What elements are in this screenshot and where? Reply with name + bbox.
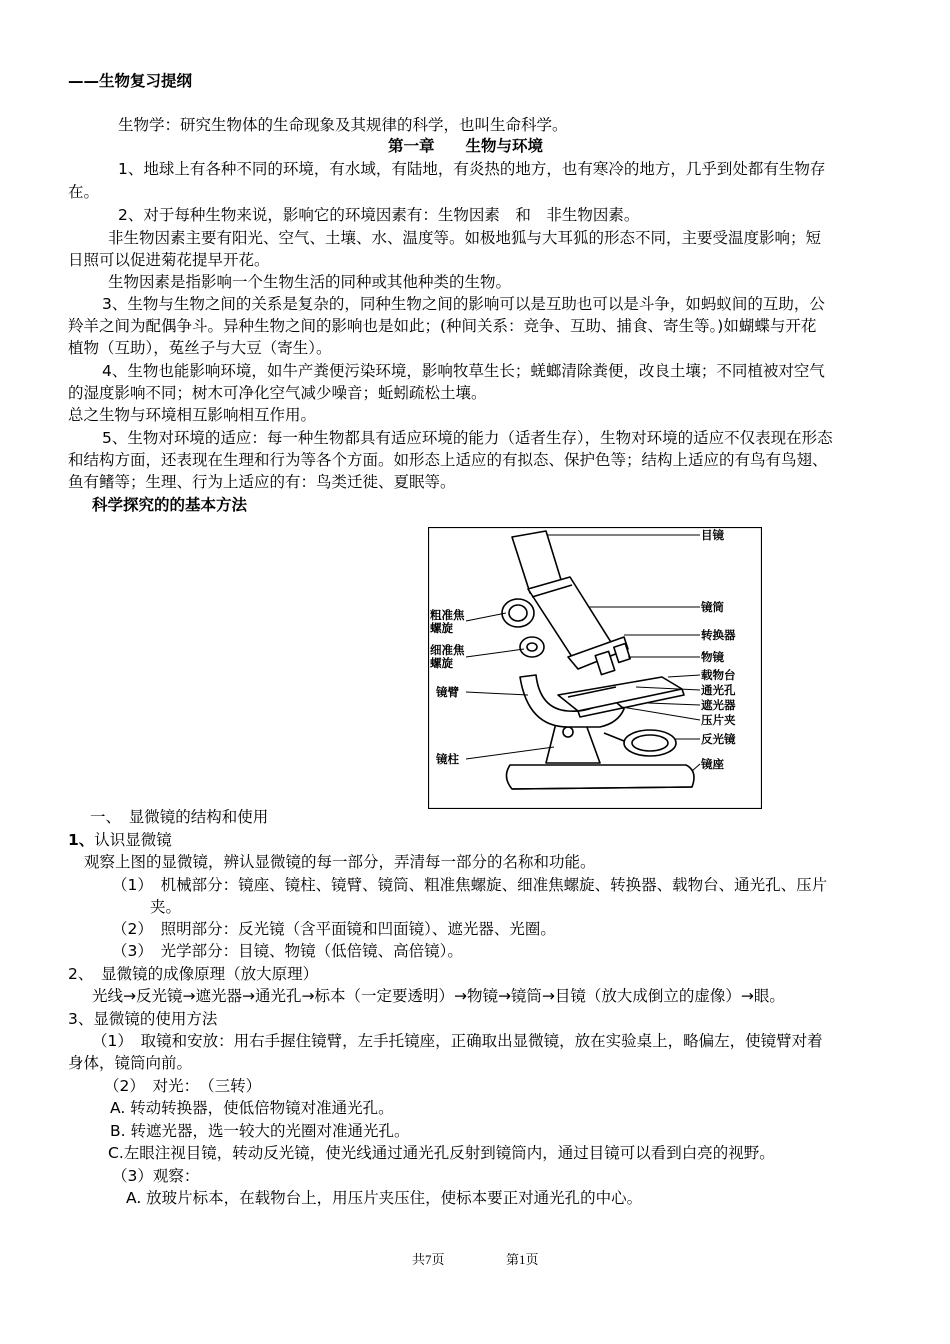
- para-4: 生物因素是指影响一个生物生活的同种或其他种类的生物。: [108, 273, 512, 291]
- microscope-figure: [428, 527, 762, 809]
- usage-2-b: B. 转遮光器，选一较大的光圈对准通光孔。: [110, 1122, 410, 1140]
- mechanical-part-line-2: 夹。: [150, 898, 182, 916]
- usage-3: （3）观察：: [112, 1167, 200, 1185]
- microscope-intro: 观察上图的显微镜，辨认显微镜的每一部分，弄清每一部分的名称和功能。: [84, 853, 596, 871]
- label-nosepiece: 转换器: [701, 628, 736, 642]
- heading-usage: 3、显微镜的使用方法: [68, 1010, 218, 1028]
- usage-2-c: C.左眼注视目镜，转动反光镜，使光线通过通光孔反射到镜筒内，通过目镜可以看到白亮的视野。: [108, 1144, 775, 1162]
- heading-microscope: 一、 显微镜的结构和使用: [90, 808, 269, 826]
- document-header: ——生物复习提纲: [68, 72, 193, 90]
- label-coarse-focus-2: 螺旋: [430, 621, 453, 635]
- intro-line: 生物学：研究生物体的生命现象及其规律的科学，也叫生命科学。: [118, 116, 568, 134]
- section-heading-method: 科学探究的的基本方法: [92, 496, 248, 514]
- label-base: 镜座: [701, 757, 724, 771]
- label-objective: 物镜: [701, 650, 724, 664]
- optical-part: （3） 光学部分：目镜、物镜（低倍镜、高倍镜）。: [112, 942, 463, 960]
- label-light-hole: 通光孔: [701, 683, 736, 697]
- usage-3-a: A. 放玻片标本，在载物台上，用压片夹压住，使标本要正对通光孔的中心。: [126, 1189, 643, 1207]
- para-8-line-2: 和结构方面，还表现在生理和行为等各个方面。如形态上适应的有拟态、保护色等；结构上适应的有鸟有鸟翅、: [68, 451, 828, 469]
- label-eyepiece: 目镜: [701, 528, 724, 542]
- usage-1-line-2: 身体，镜筒向前。: [68, 1054, 193, 1072]
- usage-1-line-1: （1） 取镜和安放：用右手握住镜臂，左手托镜座，正确取出显微镜，放在实验桌上，略偏左，使镜臂对着: [92, 1032, 823, 1050]
- para-5-line-1: 3、生物与生物之间的关系是复杂的，同种生物之间的影响可以是互助也可以是斗争，如蚂蚁间的互助，公: [102, 295, 825, 313]
- para-3-line-1: 非生物因素主要有阳光、空气、土壤、水、温度等。如极地狐与大耳狐的形态不同，主要受温度影响；短: [108, 229, 822, 247]
- label-fine-focus-1: 细准焦: [430, 643, 465, 657]
- illumination-part: （2） 照明部分：反光镜（含平面镜和凹面镜）、遮光器、光圈。: [112, 920, 556, 938]
- para-8-line-1: 5、生物对环境的适应：每一种生物都具有适应环境的能力（适者生存），生物对环境的适应不仅表现在形态: [102, 429, 833, 447]
- label-coarse-focus-1: 粗准焦: [430, 608, 465, 622]
- para-8-line-3: 鱼有鳍等；生理、行为上适应的有：鸟类迁徙、夏眠等。: [68, 473, 456, 491]
- label-stage-clip: 压片夹: [701, 713, 736, 727]
- para-2: 2、对于每种生物来说，影响它的环境因素有：生物因素 和 非生物因素。: [118, 206, 640, 224]
- para-6-line-1: 4、生物也能影响环境，如牛产粪便污染环境，影响牧草生长；蜣螂清除粪便，改良土壤；不同植被对空气: [102, 362, 825, 380]
- para-1-line-1: 1、地球上有各种不同的环境，有水域，有陆地，有炎热的地方，也有寒冷的地方，几乎到处都有生物存: [118, 160, 826, 178]
- page-total: 共7页: [412, 1252, 445, 1267]
- heading-imaging-principle: 2、 显微镜的成像原理（放大原理）: [68, 965, 319, 983]
- label-fine-focus-2: 螺旋: [430, 656, 453, 670]
- label-arm: 镜臂: [436, 685, 459, 699]
- usage-2: （2） 对光： （三转）: [104, 1077, 262, 1095]
- usage-2-a: A. 转动转换器，使低倍物镜对准通光孔。: [110, 1099, 394, 1117]
- heading-text: 认识显微镜: [94, 831, 172, 849]
- para-5-line-2: 羚羊之间为配偶争斗。异种生物之间的影响也是如此；(种间关系：竞争、互助、捕食、寄生等。)如蝴蝶与开花: [68, 317, 817, 335]
- label-pillar: 镜柱: [436, 752, 459, 766]
- para-3-line-2: 日照可以促进菊花提早开花。: [68, 251, 270, 269]
- para-5-line-3: 植物（互助），菟丝子与大豆（寄生）。: [68, 339, 332, 357]
- heading-number: 1、: [68, 831, 95, 849]
- label-stage: 载物台: [701, 668, 736, 682]
- para-7: 总之生物与环境相互影响相互作用。: [68, 406, 317, 424]
- label-diaphragm: 遮光器: [701, 698, 736, 712]
- mechanical-part-line-1: （1） 机械部分：镜座、镜柱、镜臂、镜筒、粗准焦螺旋、细准焦螺旋、转换器、载物台、通光孔、压片: [112, 876, 828, 894]
- label-mirror: 反光镜: [701, 732, 736, 746]
- heading-know-microscope: [68, 829, 172, 851]
- light-path: 光线→反光镜→遮光器→通光孔→标本（一定要透明）→物镜→镜筒→目镜（放大成倒立的虚像）→眼。: [92, 987, 785, 1005]
- chapter-title: 第一章 生物与环境: [388, 137, 544, 155]
- page-number: 第1页: [506, 1252, 539, 1267]
- label-body-tube: 镜筒: [701, 600, 724, 614]
- para-1-line-2: 在。: [68, 183, 100, 201]
- para-6-line-2: 的湿度影响不同；树木可净化空气减少噪音；蚯蚓疏松土壤。: [68, 384, 487, 402]
